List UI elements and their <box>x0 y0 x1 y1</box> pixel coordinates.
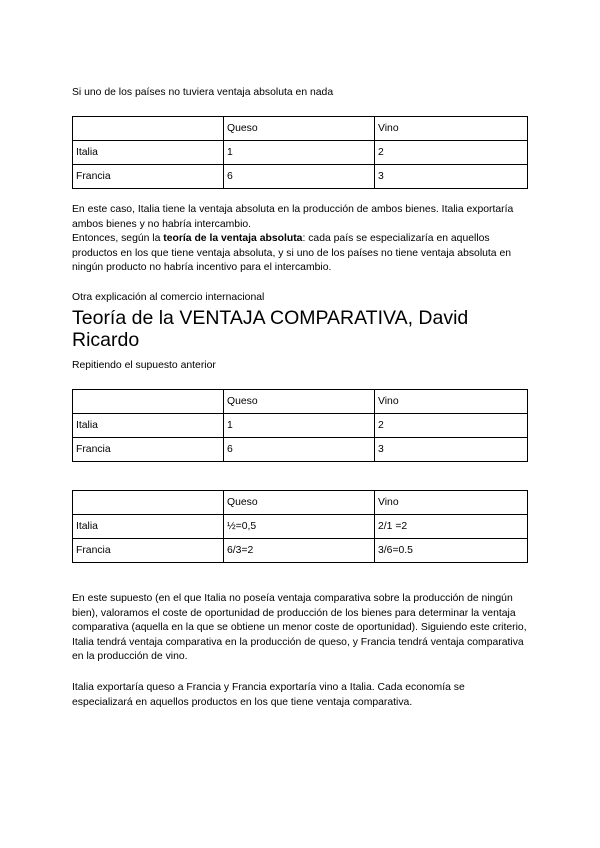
table-row <box>73 539 528 563</box>
table-row <box>73 141 528 165</box>
table-cell: 6 <box>224 438 375 462</box>
paragraph-absolute-advantage <box>72 203 528 276</box>
table-opportunity-cost <box>72 490 528 563</box>
table-header-cell: Vino <box>375 491 528 515</box>
paragraph-text: Entonces, según la <box>72 233 164 245</box>
table-cell: Francia <box>73 539 224 563</box>
table-header-cell <box>73 117 224 141</box>
table-header-cell: Vino <box>375 117 528 141</box>
paragraph-conclusion: Italia exportaría queso a Francia y Francia exportaría vino a Italia. Cada economía se especializará en aquellos productos en los que tiene ventaja comparativa. <box>72 682 465 708</box>
table-cell: Francia <box>73 438 224 462</box>
table-row <box>73 515 528 539</box>
table-cell: 3 <box>375 438 528 462</box>
paragraph-text: : cada país se especializaría en aquellos productos en los que tiene ventaja absoluta, y si uno de los países no tiene ventaja absoluta en ningún producto no habría incentivo para el intercambio. <box>72 233 512 274</box>
table-cell: 2 <box>375 141 528 165</box>
table-comparative-base <box>72 389 528 462</box>
table-row <box>73 438 528 462</box>
table-cell: ½=0,5 <box>224 515 375 539</box>
bold-term: teoría de la ventaja absoluta <box>163 233 303 245</box>
other-explanation-text: Otra explicación al comercio internacional <box>72 292 265 303</box>
paragraph-line: En este caso, Italia tiene la ventaja absoluta en la producción de ambos bienes. Italia exportaría ambos bienes y no habría intercambio. <box>72 204 514 230</box>
table-cell: 6/3=2 <box>224 539 375 563</box>
table-cell: Francia <box>73 165 224 189</box>
table-header-cell: Queso <box>224 390 375 414</box>
table-row <box>73 165 528 189</box>
table-cell: 1 <box>224 414 375 438</box>
table-cell: 2/1 =2 <box>375 515 528 539</box>
table-cell: 3 <box>375 165 528 189</box>
table-cell: 3/6=0.5 <box>375 539 528 563</box>
paragraph-comparative: En este supuesto (en el que Italia no poseía ventaja comparativa sobre la producción de ningún bien), valoramos el coste de oportunidad de producción de los bienes para determinar la ventaja comparativa (aquella en la que se obtiene un menor coste de oportunidad). Siguiendo este criterio, Italia tendrá ventaja comparativa en la producción de queso, y Francia tendrá ventaja comparativa en la producción de vino. <box>72 593 527 663</box>
table-cell: 2 <box>375 414 528 438</box>
table-cell: Italia <box>73 515 224 539</box>
section-heading: Teoría de la VENTAJA COMPARATIVA, David Ricardo <box>72 307 469 351</box>
intro-text: Si uno de los países no tuviera ventaja absoluta en nada <box>72 87 334 98</box>
table-cell: 6 <box>224 165 375 189</box>
table-header-row <box>73 491 528 515</box>
table-header-cell: Queso <box>224 117 375 141</box>
repeat-text: Repitiendo el supuesto anterior <box>72 360 216 371</box>
table-cell: Italia <box>73 141 224 165</box>
table-row <box>73 414 528 438</box>
table-header-row <box>73 117 528 141</box>
table-absolute-advantage <box>72 116 528 189</box>
table-header-cell <box>73 390 224 414</box>
table-header-cell: Queso <box>224 491 375 515</box>
table-header-row <box>73 390 528 414</box>
table-cell: Italia <box>73 414 224 438</box>
table-header-cell <box>73 491 224 515</box>
table-header-cell: Vino <box>375 390 528 414</box>
table-cell: 1 <box>224 141 375 165</box>
